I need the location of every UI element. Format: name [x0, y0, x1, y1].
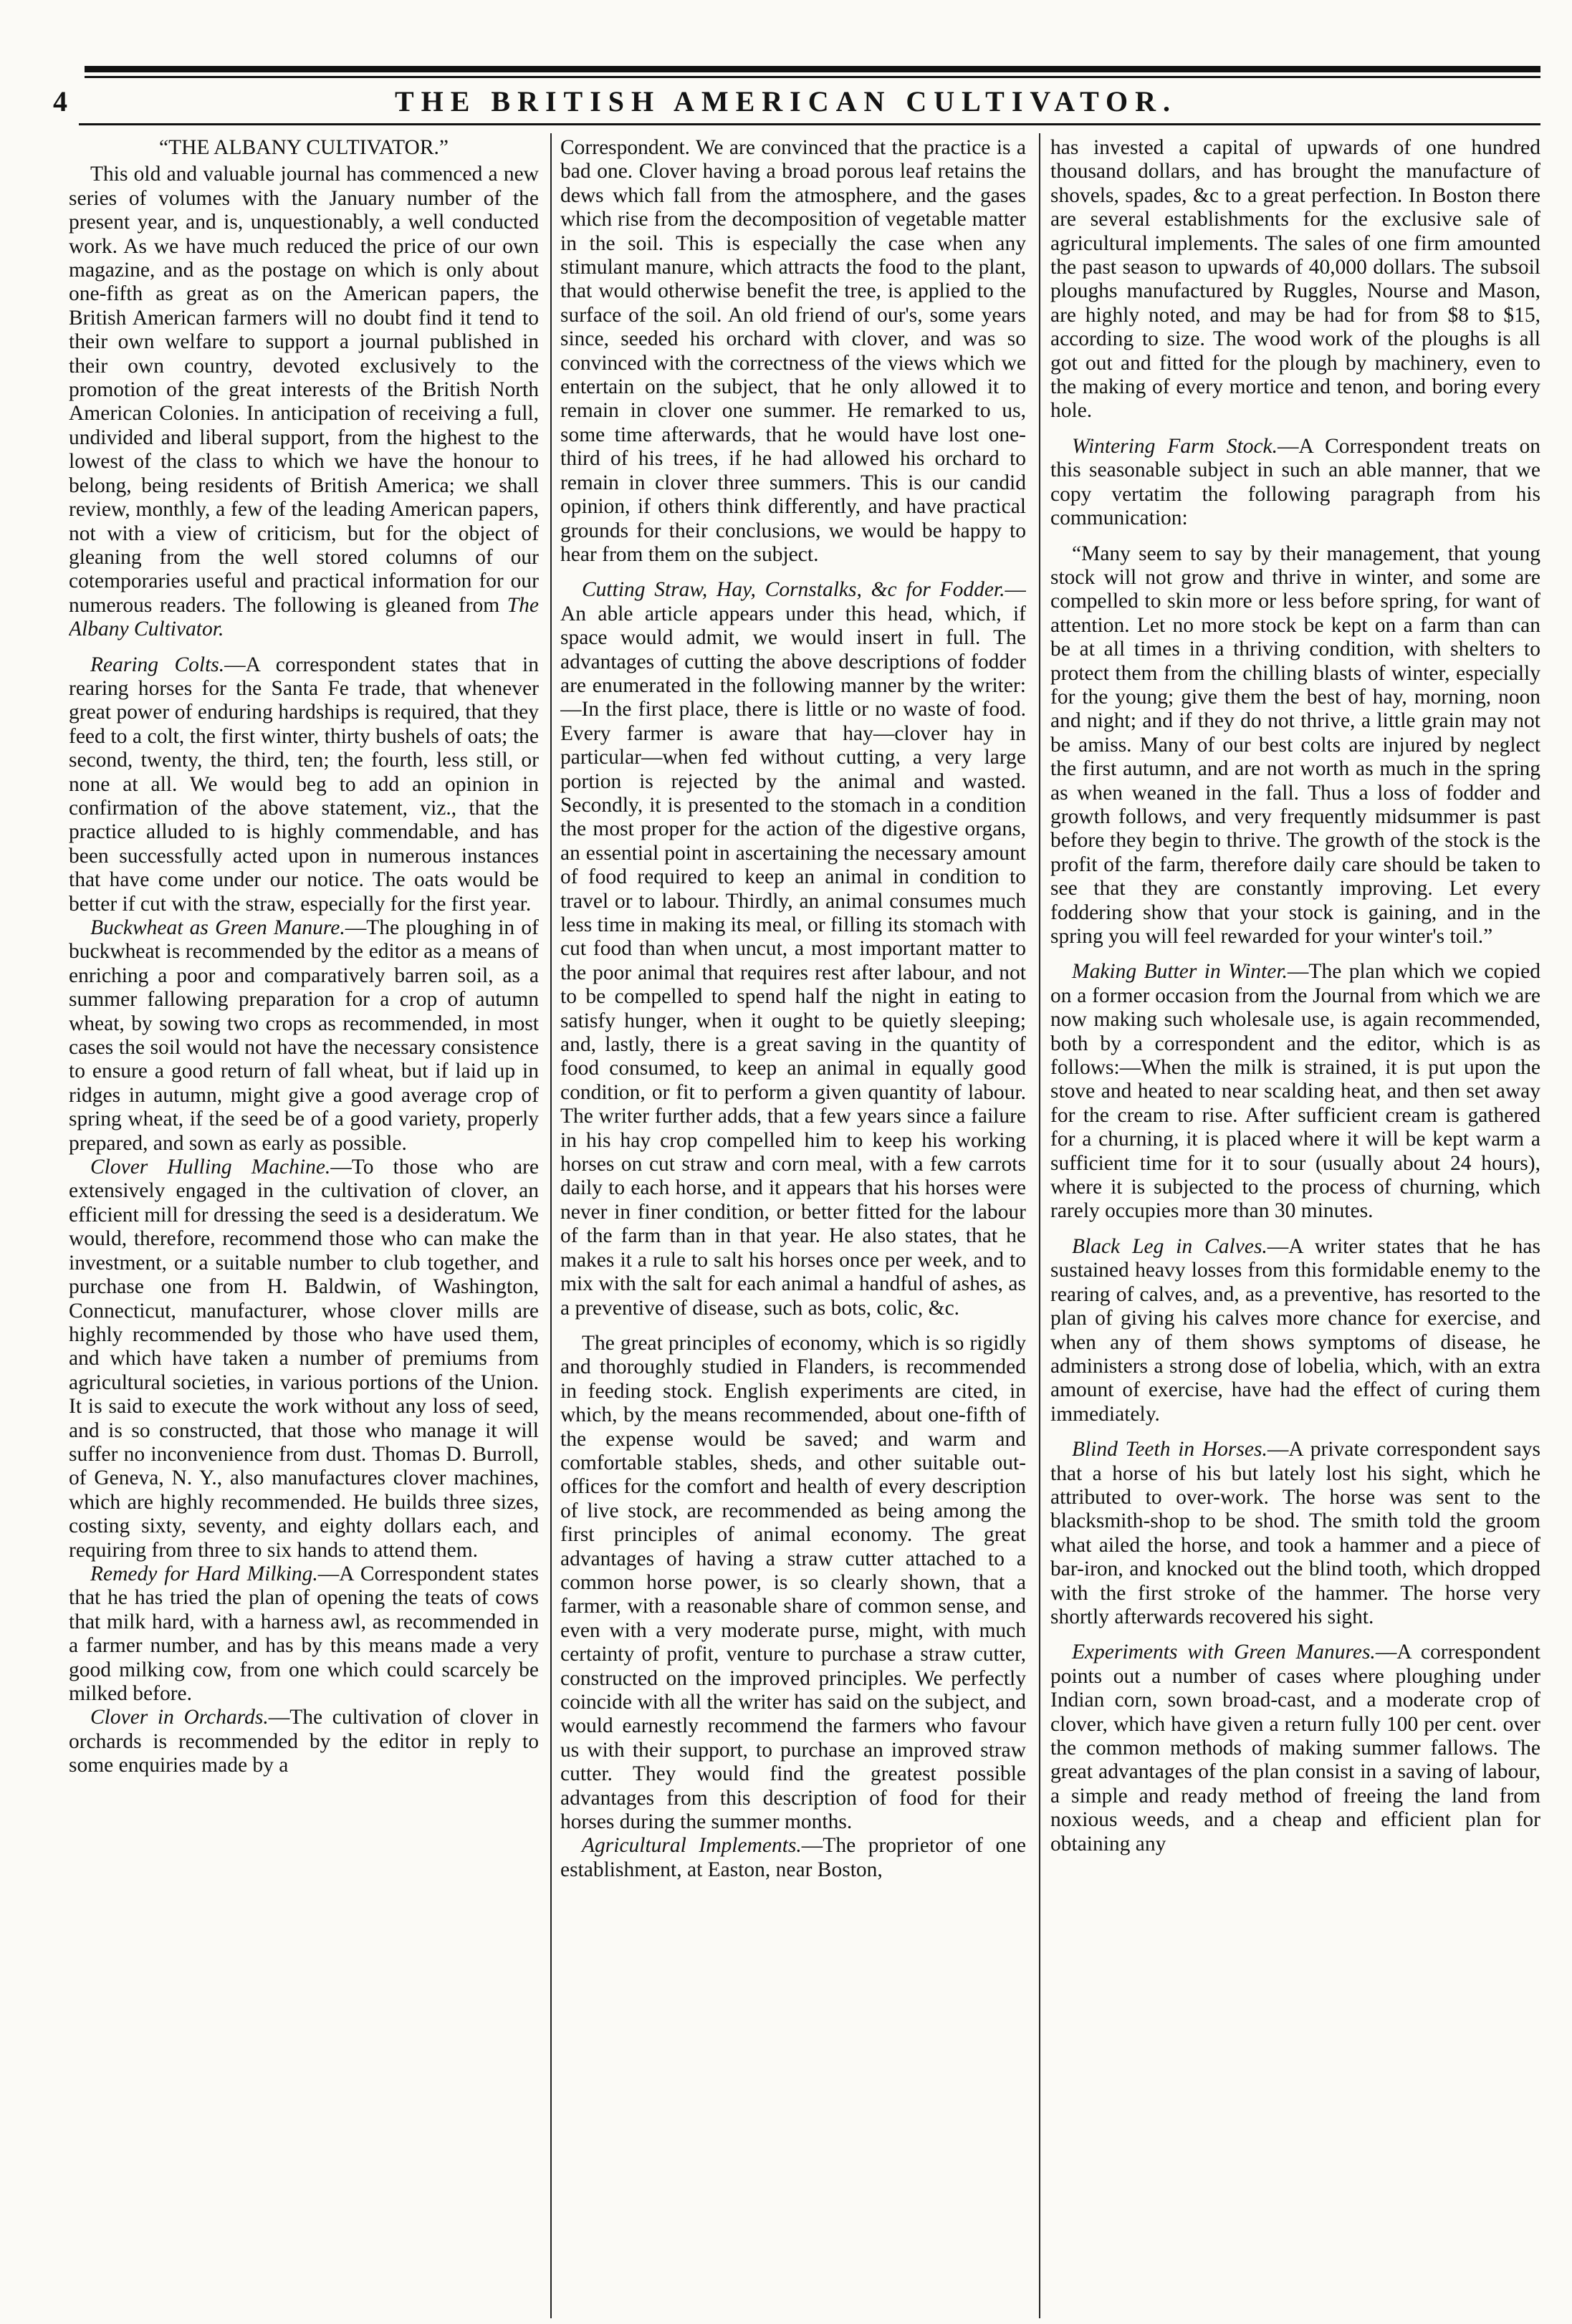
wintering-quote: “Many seem to say by their management, that young stock will not grow and thrive in winter, and some are compelled to skin more or less before spring, for want of attention. Let no more stock be kept on a farm than can be at all times in a thriving condition, with shelters to protect them from the chilling blasts of winter, especially for the young; give them the best of hay, morning, noon and night; and if they do not thrive, a little grain may not be amiss. Many of our best colts are injured by neglect the first autumn, and are not worth as much in the spring as when weaned in the fall. Thus a loss of fodder and growth follows, and very frequently midsummer is past before they begin to thrive. The growth of the stock is the profit of the farm, therefore daily care should be taken to see that they are constantly improving. Let every foddering show that your stock is gaining, and in the spring you will feel rewarded for your winter's toil.”: [1050, 542, 1540, 948]
albany-cultivator-heading: “THE ALBANY CULTIVATOR.”: [159, 136, 449, 159]
column-3: [1050, 136, 1540, 2314]
column-divider-1: [550, 133, 552, 2318]
economy-paragraph: The great principles of economy, which is so rigidly and thoroughly studied in Flanders, is recommended in feeding stock. English experiments are cited, in which, by the means recommended, about one-fifth of the expense would be saved; and warm and comfortable stables, sheds, and other suitable out-offices for the comfort and health of every description of live stock, are recommended as being among the first principles of animal economy. The great advantages of having a straw cutter attached to a common horse power, is so clearly shown, that a farmer, with a reasonable share of common sense, and even with a very moderate purse, might, with much certainty of profit, venture to purchase a straw cutter, constructed on the improved principles. We perfectly coincide with all the writer has said on the subject, and would earnestly recommend the farmers who favour us with their support, to purchase an improved straw cutter. They would find the greatest possible advantages from this description of food for their horses during the summer months.: [560, 1331, 1026, 1834]
intro-paragraph: This old and valuable journal has commenced a new series of volumes with the January number of the present year, and is, unquestionably, a well conducted work. As we have much reduced the price of our own magazine, and as the postage on which is only about one-fifth as great as on the American papers, the British American farmers will no doubt find it tend to their own welfare to support a journal published in their own country, devoted exclusively to the promotion of the great interests of the British North American Colonies. In anticipation of receiving a full, undivided and liberal support, from the highest to the lowest of the class to which we have the honour to belong, being residents of British America; we shall review, monthly, a few of the leading American papers, not with a view of criticism, but for the object of gleaning from the well stored columns of our cotemporaries useful and practical information for our numerous readers. The following is gleaned from The Albany Cultivator.: [69, 163, 539, 641]
cutting-straw-article: Cutting Straw, Hay, Cornstalks, &c for Fodder.—An able article appears under this head, which, if space would admit, we would insert in full. The advantages of cutting the above descriptions of fodder are enumerated in the following manner by the writer:—In the first place, there is little or no waste of food. Every farmer is aware that hay—clover hay in particular—when fed without cutting, a very large portion is rejected by the animal and wasted. Secondly, it is presented to the stomach in a condition the most proper for the action of the digestive organs, an essential point in ascertaining the necessary amount of food required to keep an animal in condition to travel or to labour. Thirdly, an animal consumes much less time in making its meal, or filling its stomach with cut food than when uncut, a most important matter to the poor animal that requires rest after labour, and not to be compelled to spend half the night in eating to satisfy hunger, when it ought to be quietly sleeping; and, lastly, there is a great saving in the quantity of food consumed, to keep an animal in equally good condition, or fit to perform a given quantity of labour. The writer further adds, that a few years since a failure in his hay crop compelled him to keep his working horses on cut straw and corn meal, with a few carrots daily to each horse, and it appears that his horses were never in finer condition, or better fitted for the labour of the farm than in that year. He also states, that he makes it a rule to salt his horses once per week, and to mix with the salt for each animal a handful of ashes, as a preventive of disease, such as bots, colic, &c.: [560, 578, 1026, 1320]
hard-milking-article: Remedy for Hard Milking.—A Correspondent states that he has tried the plan of opening the teats of cows that milk hard, with a harness awl, as recommended in a farmer number, and has by this means made a very good milking cow, from one which could scarcely be milked before.: [69, 1562, 539, 1705]
agricultural-implements-article: Agricultural Implements.—The proprietor of one establishment, at Easton, near Boston,: [560, 1834, 1026, 1881]
article-title: Making Butter in Winter.: [1072, 960, 1288, 984]
article-title: Buckwheat as Green Manure.: [90, 916, 345, 939]
implements-continued: has invested a capital of upwards of one hundred thousand dollars, and has brought the manufacture of shovels, spades, &c to a great perfection. In Boston there are several establishments for the exclusive sale of agricultural implements. The sales of one firm amounted the past season to upwards of 40,000 dollars. The subsoil ploughs manufactured by Ruggles, Nourse and Mason, are highly noted, and may be had for from $8 to $15, according to size. The wood work of the ploughs is all got out and fitted for the plough by machinery, even to the making of every mortice and tenon, and boring every hole.: [1050, 136, 1540, 423]
article-title: Cutting Straw, Hay, Cornstalks, &c for Fodder.: [582, 578, 1005, 602]
intro-source: The Albany Cultivator.: [69, 593, 539, 641]
clover-orchards-continued: Correspondent. We are convinced that the practice is a bad one. Clover having a broad porous leaf retains the dews which fall from the atmosphere, and the gases which rise from the decomposition of vegetable matter in the soil. This is especially the case when any stimulant manure, which attracts the food to the plant, that would otherwise benefit the tree, is applied to the surface of the soil. An old friend of our's, some years since, seeded his orchard with clover, and was so convinced with the correctness of the views which we entertain on the subject, that he only allowed it to remain in clover one summer. He remarked to us, some time afterwards, that he would have lost one-third of his trees, if he had allowed his orchard to remain in clover three summers. This is our candid opinion, if others think differently, and have practical grounds for their conclusions, we would be happy to hear from them on the subject.: [560, 136, 1026, 566]
black-leg-article: Black Leg in Calves.—A writer states that he has sustained heavy losses from this formidable enemy to the rearing of calves, and, as a preventive, has resorted to the plan of giving his calves more chance for exercise, and when any of them shows symptoms of disease, he administers a strong dose of lobelia, which, with an extra amount of exercise, have had the effect of curing them immediately.: [1050, 1234, 1540, 1426]
rearing-colts-article: Rearing Colts.—A correspondent states that in rearing horses for the Santa Fe trade, that whenever great power of enduring hardships is required, that they feed to a colt, the first winter, thirty bushels of oats; the second, twenty, the third, ten; the fourth, less still, or none at all. We would beg to add an opinion in confirmation of the above statement, viz., that the practice alluded to is highly commendable, and has been successfully acted upon in numerous instances that have come under our notice. The oats would be better if cut with the straw, especially for the first year.: [69, 653, 539, 916]
column-2: [560, 136, 1026, 2314]
buckwheat-article: Buckwheat as Green Manure.—The ploughing in of buckwheat is recommended by the editor as a means of enriching a poor and comparatively barren soil, as a summer fallowing preparation for a crop of autumn wheat, by sowing two crops as recommended, in most cases the soil would not have the necessary consistence to ensure a good return of fall wheat, but if laid up in ridges in autumn, might give a good average crop of spring wheat, if the seed be of a good variety, properly prepared, and sown as early as possible.: [69, 916, 539, 1155]
blind-teeth-article: Blind Teeth in Horses.—A private correspondent says that a horse of his but lately lost his sight, which he attributed to over-work. The horse was sent to the blacksmith-shop to be shod. The smith told the groom what ailed the horse, and took a hammer and a piece of bar-iron, and knocked out the blind tooth, which dropped with the first stroke of the hammer. The horse very shortly afterwards recovered his sight.: [1050, 1438, 1540, 1628]
green-manures-article: Experiments with Green Manures.—A correspondent points out a number of cases where ploughing under Indian corn, sown broad-cast, and a moderate crop of clover, which have given a return fully 100 per cent. over the common methods of making summer fallows. The great advantages of the plan consist in a saving of labour, a simple and ready method of freeing the land from noxious weeds, and a cheap and efficient plan for obtaining any: [1050, 1641, 1540, 1855]
masthead-title: THE BRITISH AMERICAN CULTIVATOR.: [394, 85, 1178, 117]
clover-huller-article: Clover Hulling Machine.—To those who are extensively engaged in the cultivation of clover, an efficient mill for dressing the seed is a desideratum. We would, therefore, recommend those who can make the investment, or a suitable number to club together, and purchase one from H. Baldwin, of Washington, Connecticut, manufacturer, whose clover mills are highly recommended by those who have used them, and which have taken a number of premiums from agricultural societies, in various portions of the Union. It is said to execute the work without any loss of seed, and is so constructed, that those who manage it will suffer no inconvenience from dust. Thomas D. Burroll, of Geneva, N. Y., also manufactures clover machines, which are highly recommended. He builds three sizes, costing sixty, seventy, and eighty dollars each, and requiring from three to six hands to attend them.: [69, 1156, 539, 1562]
article-title: Blind Teeth in Horses.: [1072, 1438, 1267, 1461]
article-title: Experiments with Green Manures.: [1072, 1641, 1376, 1664]
page-number: 4: [53, 85, 67, 117]
wintering-stock-article: Wintering Farm Stock.—A Correspondent treats on this seasonable subject in such an able manner, that we copy vertatim the following paragraph from his communication:: [1050, 434, 1540, 530]
article-title: Agricultural Implements.: [582, 1834, 802, 1858]
article-title: Wintering Farm Stock.: [1072, 434, 1278, 458]
masthead-underline: [79, 123, 1540, 125]
article-title: Rearing Colts.: [90, 653, 225, 676]
column-1: [69, 136, 539, 2314]
header-rule-thin: [85, 76, 1540, 78]
butter-winter-article: Making Butter in Winter.—The plan which we copied on a former occasion from the Journal from which we are now making such wholesale use, is again recommended, both by a correspondent and the editor, which is as follows:—When the milk is strained, it is put upon the stove and heated to near scalding heat, and then set away for the cream to rise. After sufficient cream is gathered for a churning, it is placed where it will be kept warm a sufficient time for it to sour (usually about 24 hours), where it is subjected to the process of churning, which rarely occupies more than 30 minutes.: [1050, 960, 1540, 1223]
article-title: Remedy for Hard Milking.: [90, 1562, 318, 1585]
article-title: Clover in Orchards.: [90, 1706, 269, 1729]
article-title: Clover Hulling Machine.: [90, 1156, 331, 1179]
header-rule-thick: [85, 66, 1540, 72]
article-title: Black Leg in Calves.: [1072, 1234, 1267, 1258]
clover-orchards-article: Clover in Orchards.—The cultivation of clover in orchards is recommended by the editor in reply to some enquiries made by a: [69, 1706, 539, 1777]
column-divider-2: [1039, 133, 1040, 2318]
